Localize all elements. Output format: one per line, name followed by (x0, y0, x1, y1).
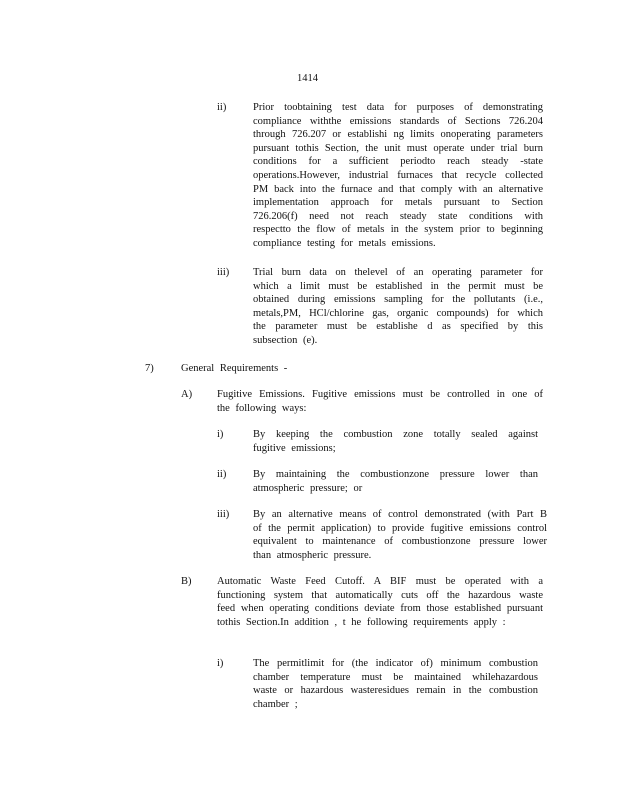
item-label: i) (217, 658, 224, 669)
item-text: Trial burn data on thelevel of an operating parameter for which a limit must be established in the permit must be obtained during emissions sampling for the pollutants (i.e., metals,PM, HCl/chlorine gas, organic compounds) for which the parameter must be establishe d as specified by this subsection (e). (253, 267, 543, 346)
section-heading: General Requirements - (181, 363, 288, 374)
item-text: Fugitive Emissions. Fugitive emissions must be controlled in one of the following ways: (217, 389, 543, 414)
item-label: B) (181, 576, 192, 587)
item-text: Prior toobtaining test data for purposes of demonstrating compliance withthe emissions standards of Sections 726.204 through 726.207 or establishi ng limits onoperating parameters pursuant tothis Section, the unit must operate under trial burn conditions for a sufficient periodto reach steady -state operations.However, industrial furnaces that recycle collected PM back into the furnace and that comply with an alternative implementation approach for metals pursuant to Section 726.206(f) need not reach steady state conditions with respectto the flow of metals in the system prior to beginning compliance testing for metals emissions. (253, 102, 543, 249)
item-label: i) (217, 429, 224, 440)
item-text: By an alternative means of control demonstrated (with Part B of the permit application) to provide fugitive emissions control equivalent to maintenance of combustionzone pressure lower than atmospheric pressure. (253, 509, 547, 561)
item-label: iii) (217, 267, 230, 278)
item-label: iii) (217, 509, 230, 520)
item-text: By keeping the combustion zone totally sealed against fugitive emissions; (253, 429, 538, 454)
item-text: Automatic Waste Feed Cutoff. A BIF must be operated with a functioning system that automatically cuts off the hazardous waste feed when operating conditions deviate from those established pursuant tothis Section.In addition , t he following requirements apply : (217, 576, 543, 628)
item-label: ii) (217, 469, 227, 480)
item-text: The permitlimit for (the indicator of) minimum combustion chamber temperature must be maintained whilehazardous waste or hazardous wasteresidues remain in the combustion chamber ; (253, 658, 538, 710)
item-label: ii) (217, 102, 227, 113)
page-number: 1414 (297, 73, 318, 84)
item-label: A) (181, 389, 193, 400)
item-label: 7) (145, 363, 154, 374)
item-text: By maintaining the combustionzone pressure lower than atmospheric pressure; or (253, 469, 538, 494)
